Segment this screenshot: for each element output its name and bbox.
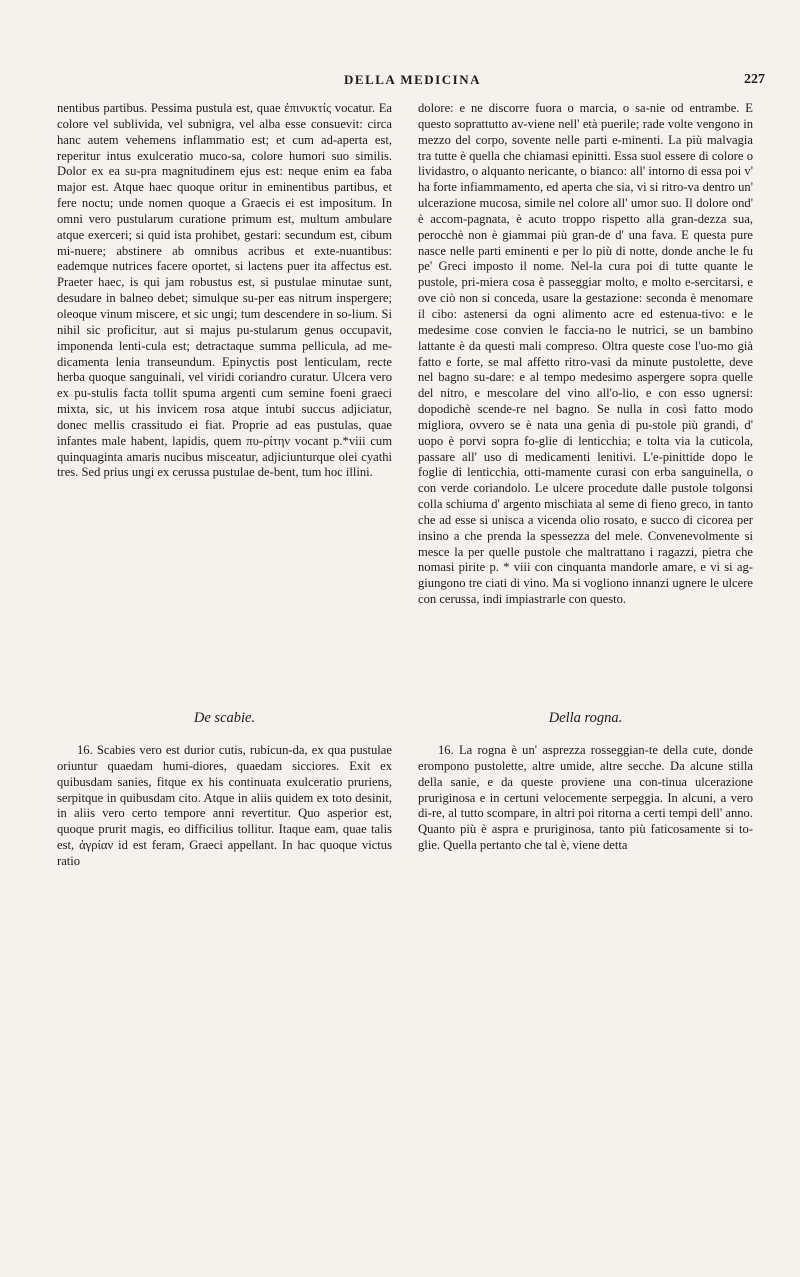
running-head-title: DELLA MEDICINA — [344, 72, 481, 87]
page-number: 227 — [744, 72, 765, 87]
italian-column-top — [418, 101, 753, 608]
latin-paragraph-scabies: 16. Scabies vero est durior cutis, rubicun-da, ex qua pustulae oriuntur quaedam humi-diores, quaedam sicciores. Exit ex quibusdam sanies, fitque ex his continuata exulceratio pruriens, serpitque in quibusdam cito. Atque in aliis quidem ex toto desinit, in aliis vero certo tempore anni revertitur. Quo asperior est, quoque prurit magis, eo difficilius tollitur. Itaque eam, quae talis est, ἀγρίαν id est feram, Graeci appellant. In hac quoque victus ratio — [57, 743, 392, 868]
italian-column-bottom — [418, 743, 753, 854]
italian-paragraph-pustules: dolore: e ne discorre fuora o marcia, o sa-nie od entrambe. E questo soprattutto av-viene nell' età puerile; rade volte vengono in mezzo del corpo, sovente nelle parti e-minenti. La più malvagia tra tutte è quella che chiamasi epinitti. Essa suol essere di colore o lividastro, o alquanto nericante, o bianco: all' intorno di essa poi v' ha forte infiammamento, ed aperta che sia, vi si ritro-va dentro un' ulcerazione mucosa, simile nel colore all' umor suo. Il dolore ond' è accom-pagnata, è acuto troppo rispetto alla gran-dezza sua, perocchè non è giammai più gran-de d' una fava. E questa pure nasce nelle parti eminenti e per lo più di notte, donde anche le fu pe' Greci imposto il nome. Nel-la cura poi di tutte quante le pustole, pri-miera cosa è passeggiar molto, e molto e-sercitarsi, e ove ciò non si conceda, usare la gestazione: seconda è menomare il cibo: astenersi da ogni alimento acre ed estenua-tivo: e le medesime cose convien le faccia-no le nutrici, se un bambino lattante è da questi mali compreso. Oltra queste cose l'uo-mo già fatto e forte, se mal affetto ritro-vasi da minute pustolette, deve nel bagno su-dare: e al tempo medesimo aspergere sopra quelle del nitro, e mescolare del vino all'o-lio, e con esso ugnersi: dopodichè scende-re nel bagno. Se nulla in così fatto modo migliora, ovvero se è nata una genìa di pu-stole più grandi, d' uopo è porvi sopra fo-glie di lenticchia; e tolta via la cuticola, passare all' uso di medicamenti lenitivi. L'e-pinittide dopo le foglie di lenticchia, otti-mamente curasi con erba sanguinella, o con verde coriandolo. Le ulcere procedute dalle pustole tolgonsi colla schiuma d' argento mischiata al seme di fieno greco, in tanto che ad esse si unisca a vicenda olio rosato, e succo di cicorea per insino a che prenda la spessezza del mele. Convenevolmente si mesce la per quelle pustole che maltrattano i ragazzi, pietra che nomasi pirite p. * viii con cinquanta mandorle amare, e vi si ag-giungono tre ciati di vino. Ma si vogliono innanzi ugnere le ulcere con cerussa, indi impiastrarle con questo. — [418, 101, 753, 607]
latin-column-bottom — [57, 743, 392, 870]
latin-column-top — [57, 101, 392, 481]
latin-paragraph-pustules: nentibus partibus. Pessima pustula est, quae ἐπινυκτίς vocatur. Ea colore vel sublivida, vel subnigra, vel alba esse consuevit: circa hanc autem vehemens inflammatio est; et cum ad-aperta est, reperitur intus exulceratio muco-sa, colore humori suo similis. Dolor ex ea su-pra magnitudinem ejus est: neque enim ea faba major est. Atque haec quoque oritur in eminentibus partibus, et fere noctu; unde nomen quoque a Graecis ei est impositum. In omni vero pustularum curatione primum est, multum ambulare atque exerceri; si quid ista prohibet, gestari: secundum est, cibum mi-nuere; abstinere ab omnibus acribus et exte-nuantibus: eademque nutrices facere oportet, si lactens puer ita affectus est. Praeter haec, is qui jam robustus est, si pustulae minutae sunt, desudare in balneo debet; simulque su-per eas nitrum inspergere; oleoque vinum miscere, et sic ungi; tum descendere in so-lium. Si nihil sic proficitur, aut si majus pu-stularum genus occupavit, imponenda lenti-cula est; detractaque summa pellicula, ad me-dicamenta lenia transeundum. Epinyctis post lenticulam, recte herba quoque sanguinali, vel viridi coriandro curatur. Ulcera vero ex pu-stulis facta tollit spuma argenti cum semine foeni graeci mixta, sic, ut his invicem rosa atque intubi succus adjiciatur, donec mellis crassitudo ei fiat. Proprie ad eas pustulas, quae infantes male habent, lapidis, quem πυ-ρίτην vocant p.*viii cum quinquaginta amaris nucibus misceatur, adjiciunturque olei cyathi tres. Sed prius ungi ex cerussa pustulae de-bent, tum hoc illini. — [57, 101, 392, 480]
italian-paragraph-rogna: 16. La rogna è un' asprezza rosseggian-te della cute, donde erompono pustolette, altre umide, altre secche. Da alcune stilla della sanie, e da queste proviene una con-tinua ulcerazione pruriginosa e in certuni velocemente serpeggia. In alcuni, a vero di-re, al tutto scompare, in altri poi ritorna a certi tempi dell' anno. Quanto più è aspra e pruriginosa, tanto più faticosamente si to-glie. Quella pertanto che tal è, viene detta — [418, 743, 753, 853]
running-head — [60, 72, 765, 94]
latin-section-heading: De scabie. — [193, 710, 256, 726]
italian-section-heading: Della rogna. — [548, 710, 623, 726]
